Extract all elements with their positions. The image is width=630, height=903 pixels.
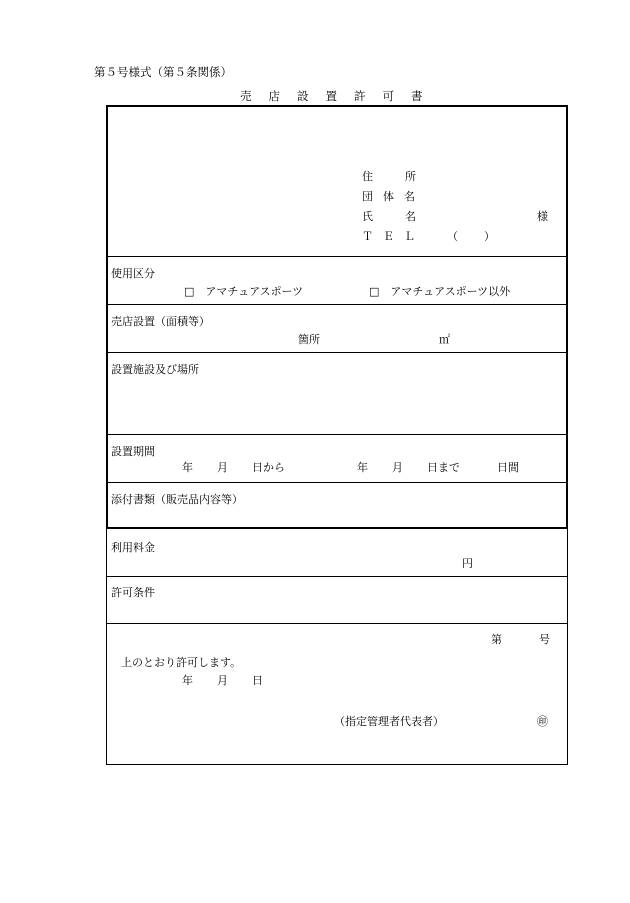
usage-label: 使用区分 [111, 267, 155, 280]
fee-unit: 円 [462, 557, 473, 570]
honorific-sama: 様 [537, 210, 548, 223]
title-char: 許 [354, 89, 367, 103]
form-number-header: 第５号様式（第５条関係） [94, 65, 232, 79]
title-char: 置 [325, 89, 338, 103]
permit-form [106, 105, 568, 765]
group-name-label: 団 体 名 [362, 190, 415, 203]
tel-paren-close: ） [484, 230, 495, 243]
row-divider [106, 434, 568, 435]
signer-label: （指定管理者代表者） [334, 715, 444, 728]
attachments-label: 添付書類（販売品内容等） [111, 493, 243, 506]
approval-day: 日 [252, 674, 263, 687]
shop-label: 売店設置（面積等） [111, 315, 210, 328]
row-divider [106, 352, 568, 353]
period-month-from: 月 [217, 461, 228, 474]
document-title [240, 90, 424, 103]
approval-month: 月 [217, 674, 228, 687]
period-label: 設置期間 [111, 445, 155, 458]
fee-label: 利用料金 [111, 541, 155, 554]
row-divider [106, 304, 568, 305]
tel-paren-open: （ [447, 230, 458, 243]
shop-count-unit: 箇所 [298, 333, 320, 346]
address-label: 住 所 [362, 170, 416, 183]
title-char: 設 [297, 89, 310, 103]
title-char: 可 [382, 89, 395, 103]
title-char: 店 [268, 89, 281, 103]
row-divider [106, 482, 568, 483]
period-year-from: 年 [182, 461, 193, 474]
usage-option-amateur[interactable]: □ アマチュアスポーツ [184, 285, 304, 298]
conditions-label: 許可条件 [111, 586, 155, 599]
tel-label: Ｔ Ｅ Ｌ [362, 230, 415, 243]
period-day-until: 日まで [427, 461, 460, 474]
title-char: 売 [240, 89, 253, 103]
row-divider [106, 576, 568, 577]
usage-option-non-amateur[interactable]: □ アマチュアスポーツ以外 [369, 285, 511, 298]
title-char: 書 [411, 89, 424, 103]
period-year-until: 年 [357, 461, 368, 474]
name-label: 氏 名 [362, 210, 416, 223]
facility-label: 設置施設及び場所 [111, 363, 199, 376]
permit-number: 第 号 [491, 633, 550, 646]
shop-area-unit: ㎡ [439, 333, 450, 346]
period-month-until: 月 [392, 461, 403, 474]
period-day-from: 日から [252, 461, 285, 474]
row-divider [106, 256, 568, 257]
approval-statement: 上のとおり許可します。 [121, 656, 242, 669]
row-divider [106, 623, 568, 624]
seal-mark: ㊞ [537, 715, 548, 728]
period-days: 日間 [497, 461, 519, 474]
approval-year: 年 [182, 674, 193, 687]
